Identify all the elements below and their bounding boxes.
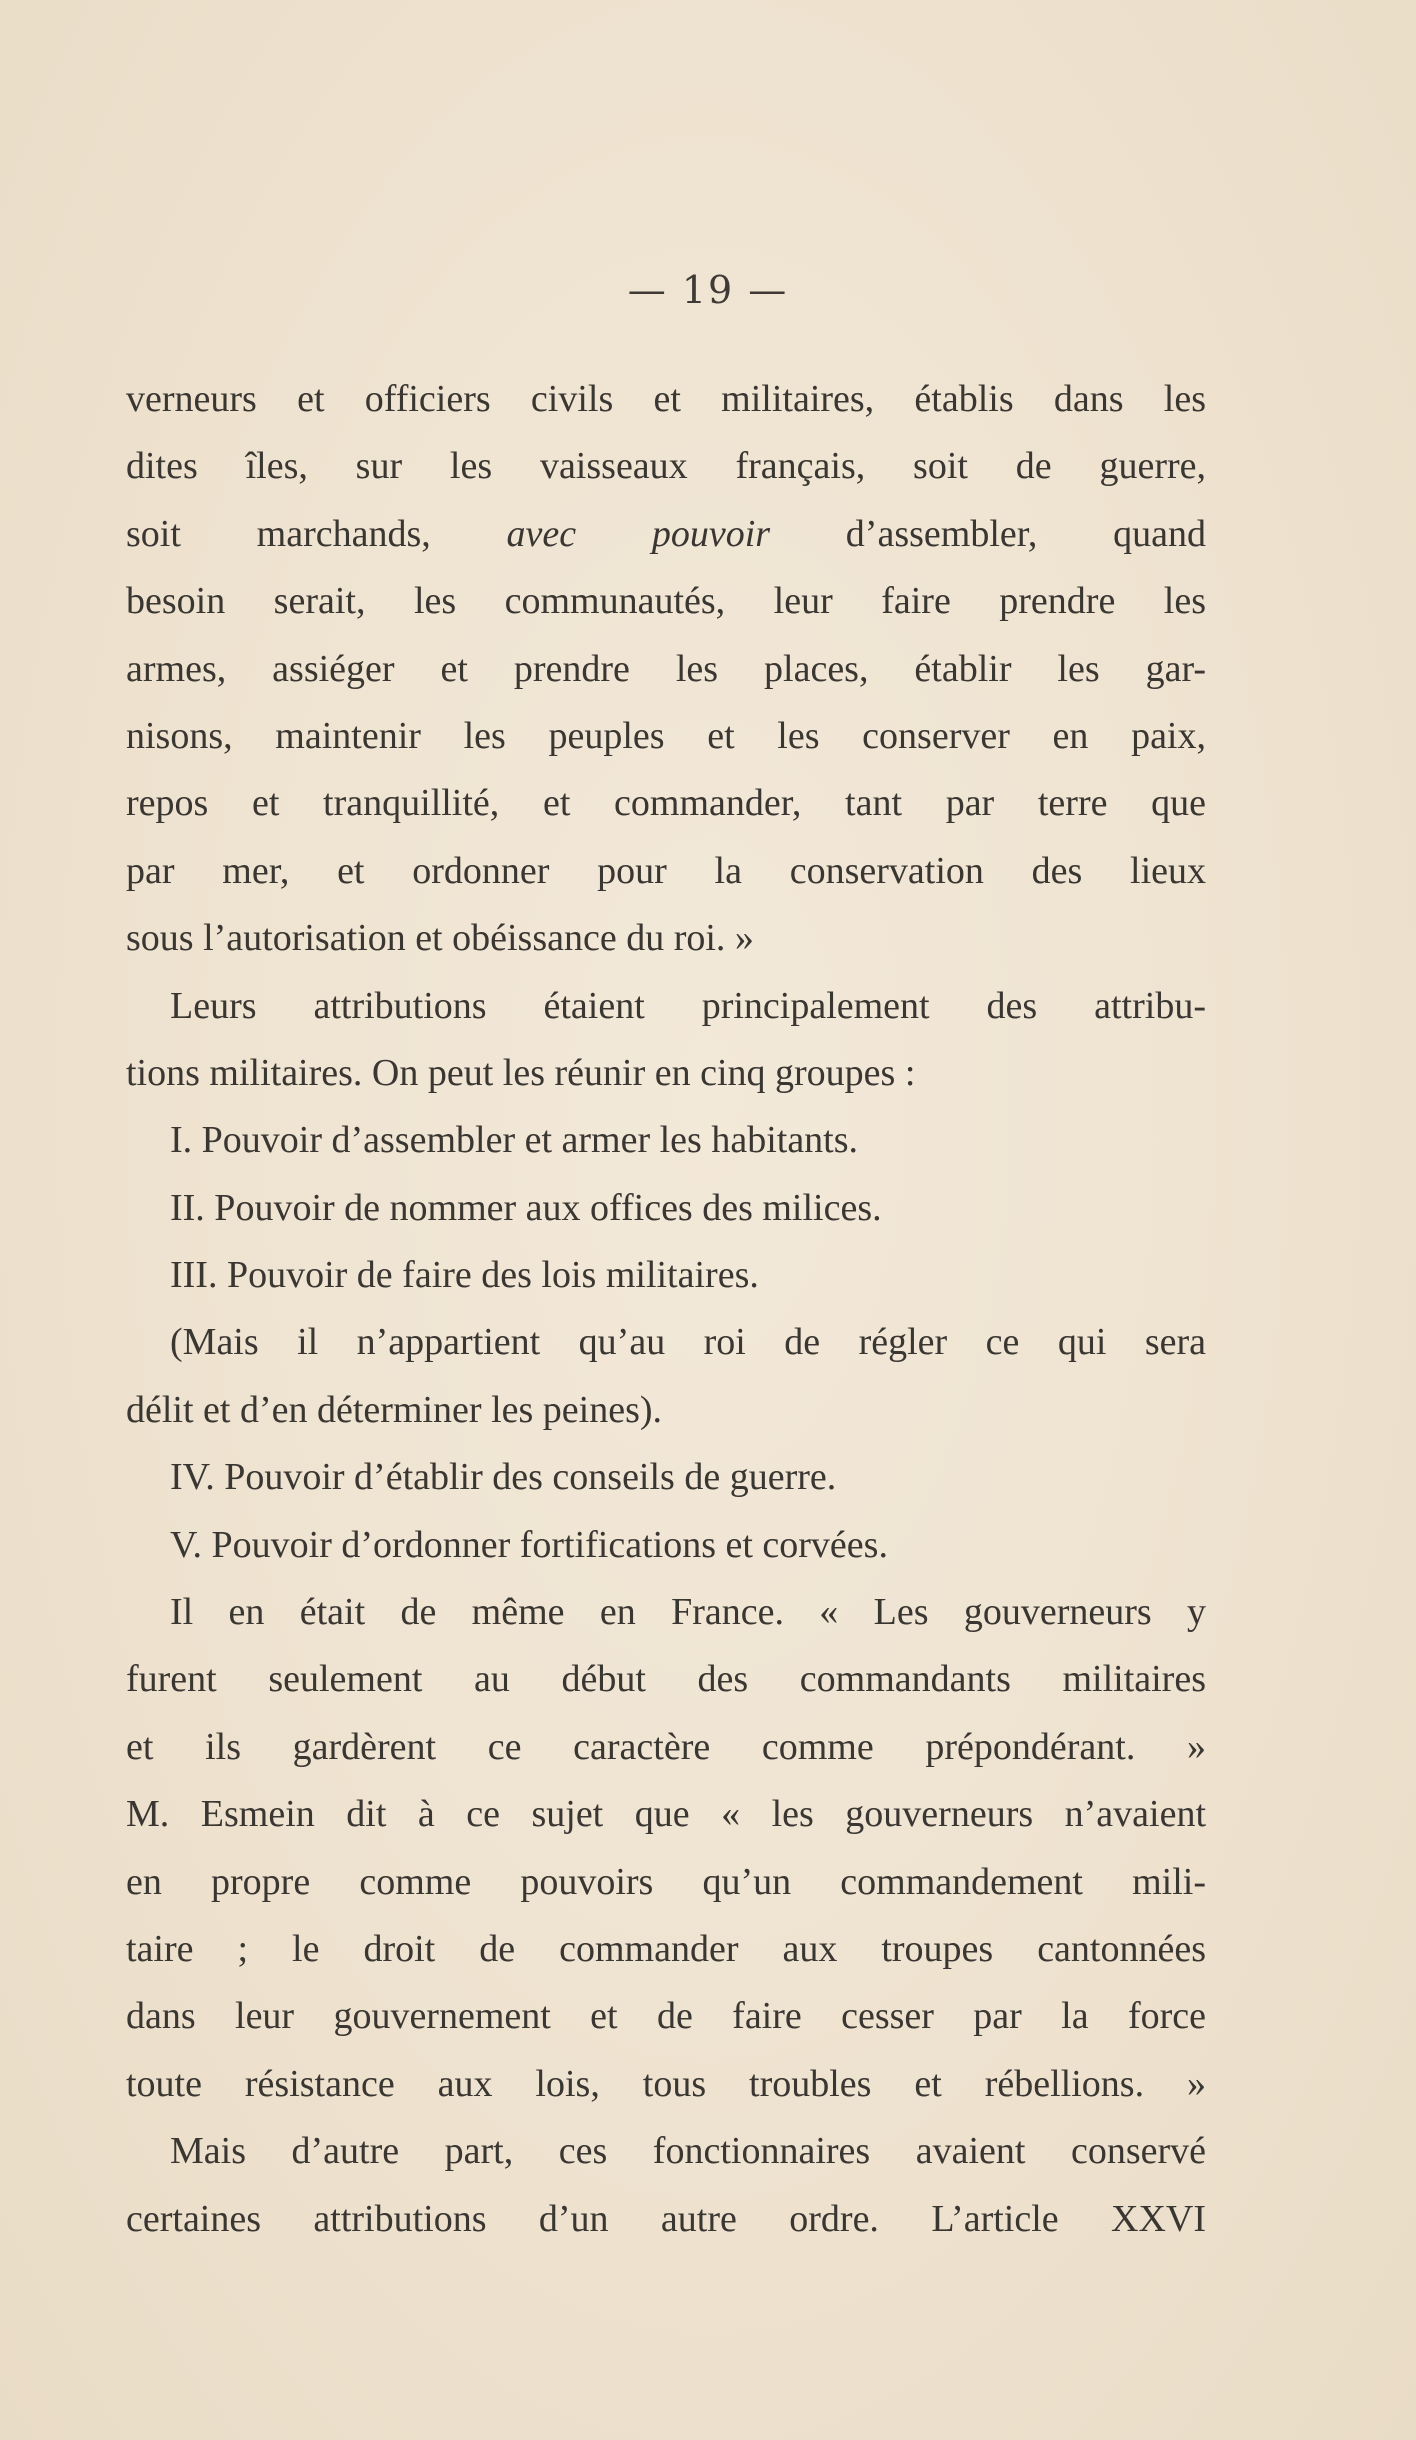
text-line	[126, 2051, 1206, 2118]
body-text	[126, 366, 1206, 2253]
text-segment: V. Pouvoir d’ordonner fortifications et corvées.	[170, 1523, 888, 1566]
text-line	[126, 838, 1206, 905]
text-segment: dites îles, sur les vaisseaux français, soit de guerre,	[126, 445, 1206, 488]
text-segment: nisons, maintenir les peuples et les conserver en paix,	[126, 714, 1206, 757]
text-line	[126, 1714, 1206, 1781]
text-line	[126, 703, 1206, 770]
text-line	[126, 905, 1206, 972]
text-segment: I. Pouvoir d’assembler et armer les habitants.	[170, 1119, 859, 1162]
text-segment: délit et d’en déterminer les peines).	[126, 1388, 663, 1431]
text-segment: IV. Pouvoir d’établir des conseils de guerre.	[170, 1456, 837, 1499]
text-segment: verneurs et officiers civils et militaires, établis dans les	[126, 378, 1206, 420]
text-line	[126, 1646, 1206, 1713]
text-segment: armes, assiéger et prendre les places, établir les gar-	[126, 647, 1206, 690]
text-segment: en propre comme pouvoirs qu’un commandement mili-	[126, 1860, 1206, 1903]
text-segment: M. Esmein dit à ce sujet que « les gouverneurs n’avaient	[126, 1793, 1206, 1836]
text-line	[126, 1849, 1206, 1916]
text-segment: par mer, et ordonner pour la conservation des lieux	[126, 849, 1206, 892]
text-line	[126, 1781, 1206, 1848]
text-line	[126, 1579, 1206, 1646]
text-line	[126, 973, 1206, 1040]
text-segment: Il en était de même en France. « Les gouverneurs y	[170, 1591, 1206, 1634]
text-segment: (Mais il n’appartient qu’au roi de régler ce qui sera	[170, 1321, 1206, 1364]
text-segment: d’assembler, quand	[770, 512, 1206, 555]
text-line	[126, 770, 1206, 837]
text-segment: toute résistance aux lois, tous troubles et rébellions. »	[126, 2062, 1206, 2105]
text-line	[126, 1242, 1206, 1309]
text-line	[126, 501, 1206, 568]
text-line	[126, 1107, 1206, 1174]
text-line	[126, 1309, 1206, 1376]
text-segment: furent seulement au début des commandants militaires	[126, 1658, 1206, 1701]
text-segment: repos et tranquillité, et commander, tant par terre que	[126, 782, 1206, 825]
text-segment: Mais d’autre part, ces fonctionnaires avaient conservé	[170, 2130, 1206, 2173]
italic-phrase: avec pouvoir	[506, 512, 771, 555]
text-line	[126, 433, 1206, 500]
text-segment: sous l’autorisation et obéissance du roi. »	[126, 917, 754, 960]
text-segment: et ils gardèrent ce caractère comme prépondérant. »	[126, 1725, 1206, 1768]
text-line	[126, 636, 1206, 703]
text-segment: besoin serait, les communautés, leur faire prendre les	[126, 580, 1206, 623]
text-line	[126, 1512, 1206, 1579]
text-segment: soit marchands,	[126, 512, 507, 555]
text-line	[126, 1040, 1206, 1107]
text-line	[126, 568, 1206, 635]
text-line	[126, 2186, 1206, 2253]
text-line	[126, 2118, 1206, 2185]
text-segment: Leurs attributions étaient principalement des attribu-	[170, 984, 1206, 1027]
text-line	[126, 1444, 1206, 1511]
text-segment: taire ; le droit de commander aux troupes cantonnées	[126, 1927, 1206, 1970]
text-line	[126, 1175, 1206, 1242]
text-line	[126, 366, 1206, 433]
text-segment: II. Pouvoir de nommer aux offices des milices.	[170, 1186, 882, 1229]
page-number: — 19 —	[627, 268, 789, 312]
text-line	[126, 1377, 1206, 1444]
text-segment: tions militaires. On peut les réunir en cinq groupes :	[126, 1051, 916, 1094]
text-line	[126, 1916, 1206, 1983]
text-line	[126, 1983, 1206, 2050]
text-segment: dans leur gouvernement et de faire cesser par la force	[126, 1995, 1206, 2038]
text-segment: certaines attributions d’un autre ordre. L’article XXVI	[126, 2197, 1206, 2240]
text-segment: III. Pouvoir de faire des lois militaires.	[170, 1254, 759, 1297]
